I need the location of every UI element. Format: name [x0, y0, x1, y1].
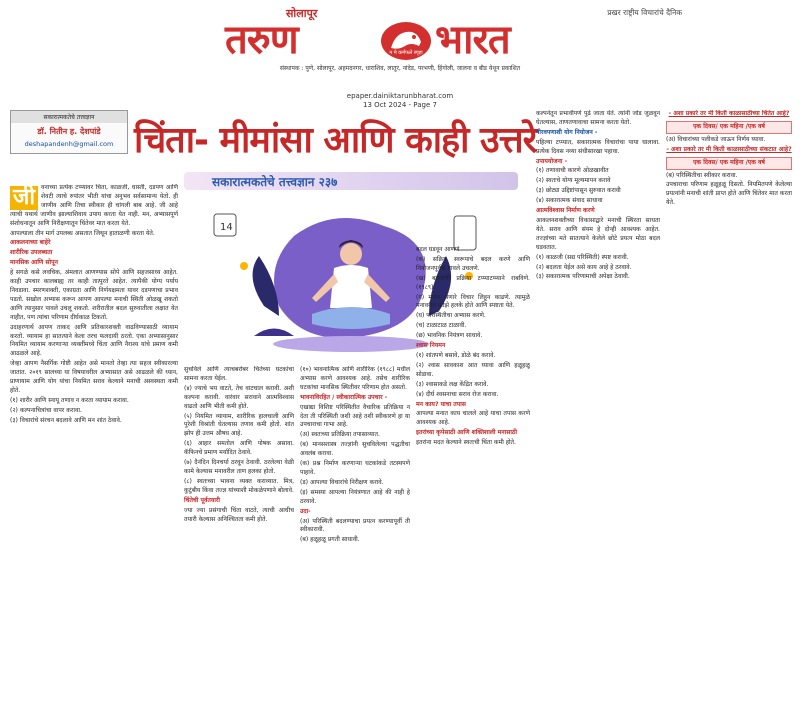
column-kicker: सकारात्मकतेचे तत्त्वज्ञान: [11, 111, 127, 123]
list-item: (३) श्वासाकडे लक्ष केंद्रित करावे.: [416, 380, 489, 388]
list-item: (क) सक्रिय स्वरूपाचे बदल करणे आणि नियोजनपूर्वक पावले उचलणे.: [416, 255, 530, 272]
subheading: आकलनाच्या बाहेरे: [10, 239, 51, 247]
list-item: (ख) बदलाची प्रक्रिया टप्प्याटप्प्याने राबविणे. (१९८९): [416, 274, 530, 291]
author-box: [10, 110, 128, 154]
list-item: (च) टाळाटाळ टाळावी.: [416, 322, 467, 330]
answer-options: एक दिवस/ एक महिना /एक वर्ष: [666, 157, 792, 170]
lion-emblem-icon: [381, 22, 431, 60]
article-headline: चिंता- मीमांसा आणि काही उत्तरे: [134, 120, 537, 161]
list-item: (३) विचारांचे संरचन बदलावे आणि मन शांत ठेवावे.: [10, 416, 122, 424]
author-email[interactable]: deshapandenh@gmail.com: [24, 140, 114, 148]
article-column-1: [10, 184, 178, 696]
subheading: इतरांच्या कृपेसाठी आणि शक्तिशाली मनासाठी: [416, 429, 518, 437]
subheading: आत्मविश्वास निर्माण करणे: [536, 207, 595, 215]
intro-text: वनाच्या प्रत्येक टप्प्यावर चिंता, काळजी, धास्ती, दडपण आणि शेवटी त्याचे रुपांतर भीती यांचा अनुभव सर्वसामान्य येतो. ही जाणीव आणि तिचा स्वीकार ही चांगली बाब आहे. जी आहे त्याची यथार्थ जाणीव झाल्याशिवाय उपाय करता येत नाही. मन, अभ्यासपूर्ण संशोधनातून आणि निरीक्षणातून चिंतेवर मात करता येते.: [10, 184, 178, 227]
article-column-3: [300, 366, 410, 696]
question-heading: - अशा प्रकारे तर मी किती काळासाठीच्या चिंतेत आहे?: [668, 110, 790, 117]
subheading: श्वास नियमन: [416, 342, 446, 350]
list-item: (ड) आपल्या विचारांचे निरीक्षण करावे.: [300, 478, 384, 486]
list-item: (छ) भावनिक नियंत्रण साधावे.: [416, 332, 483, 340]
epaper-date-page: 13 Oct 2024 - Page 7: [363, 101, 437, 109]
list-item: (१) तणावाची कारणे ओळखावीत: [536, 167, 609, 175]
article-column-4: [416, 246, 530, 696]
list-item: (अ) परिस्थिती बदलण्याचा प्रयत्न करण्यापूर्वी ती स्वीकारावी.: [300, 517, 410, 534]
paragraph: ज्या ज्या प्रसंगाची चिंता वाटते, त्याची आधीच तयारी केल्यास अनिश्चितता कमी होते.: [184, 506, 294, 523]
list-item: (क) प्रश्न निर्माण करणाऱ्या घटकांकडे तटस्थपणे पाहावे.: [300, 460, 410, 476]
paragraph: एखाद्या विशिष्ट परिस्थितीत वैचारिक प्रतिक्रिया न देता ती परिस्थिती जशी आहे तशी स्वीकारणे हा या उपचाराचा गाभा आहे.: [300, 403, 410, 429]
list-item: (इ) समस्या आपल्या नियंत्रणात आहे की नाही हे ठरवावे.: [300, 488, 410, 505]
masthead: [0, 0, 800, 86]
paragraph: कल्पनेतून प्रभावीपणे पुढे जाता येते. त्यांनी जोड जुळवून घेतल्यास, ताणतणावाचा सामना करता येतो.: [536, 110, 660, 126]
edition-list: संस्थापक : पुणे, सोलापूर, अहमदनगर, धाराशिव, लातूर, नांदेड, परभणी, हिंगोली, जालना व बीड येथून प्रकाशित: [279, 65, 521, 72]
list-item: (१) काळजी (सद्य परिस्थिती) स्पष्ट करावी.: [536, 253, 629, 261]
list-item: (२) श्वास सावकाश आत घ्यावा आणि हळूहळू सोडावा.: [416, 361, 530, 378]
article-column-2: [184, 366, 294, 696]
subheading: नीरवपणाशी योग नियोजन -: [536, 128, 598, 136]
masthead-city: सोलापूर: [286, 7, 318, 20]
emblem-motto: न मे कर्मफले स्पृहा: [389, 50, 423, 56]
list-item: (ब) मानसशास्त्र तज्ज्ञांनी सुचविलेल्या पद्धतीचा अवलंब करावा.: [300, 441, 410, 458]
subheading: शारीरिक उपलब्धता: [10, 249, 53, 257]
paragraph: हे सगळे कसे लवचिक, अंमलात आणण्यास सोपे आणि सहजसाध्य आहेत. काही उपचार कालबाह्य तर काही तात्पुरते आहेत. त्यापैकी योग्य पर्याय निवडावा. स्मरणशक्ती, एकाग्रता आणि निर्णयक्षमता यावर दडपणाचा प्रभाव पडतो. सखोल अभ्यास करून आपण आपल्या मनाची स्थिती ओळखू शकतो आणि त्यानुसार पावले उचलू शकतो. शरीरातील बदल सुरुवातीला लक्षात येत नाहीत, पण त्यांचा परिणाम दीर्घकाळ टिकतो.: [10, 269, 178, 321]
epaper-url[interactable]: epaper.dainiktarunbharat.com: [346, 92, 454, 100]
series-title: सकारात्मकतेचे तत्त्वज्ञान २३७: [212, 175, 338, 189]
article-column-5: [536, 110, 660, 696]
question-heading: - अशा प्रकारे तर मी किती काळासाठीच्या संकटात आहे?: [666, 145, 792, 153]
list-item: (ग) मनात येणारे विचार लिहून काढणे. त्यामुळे मनावरील ओझे हलके होते आणि स्पष्टता येते.: [416, 293, 530, 310]
subheading: मन काय? याचा तपास: [416, 400, 466, 408]
answer-options: एक दिवस/ एक महिना /एक वर्ष: [666, 121, 792, 134]
paragraph: आकलनशक्तीच्या विकासाद्वारे मनाची स्थिरता साधता येते. सराव आणि संयम हे दोन्ही आवश्यक आहेत. तज्ज्ञांच्या मते सातत्याने केलेले छोटे प्रयत्न मोठा बदल घडवतात.: [536, 216, 660, 251]
list-item: (घ) परिस्थितीचा अभ्यास करणे.: [416, 312, 486, 320]
list-item: (३) सकारात्मक परिणामाची अपेक्षा ठेवावी.: [536, 273, 630, 281]
paragraph: (७) दैनंदिन दिनचर्या ठरवून ठेवावी. ठरलेल्या वेळी कामे केल्यास मनावरील ताण हलका होतो.: [184, 459, 294, 475]
logo-word-tarun: तरुण: [225, 17, 298, 63]
paragraph: (४) ज्याचे भय वाटते, तेच वाटचाल करावी. अशी कल्पना करावी. वारंवार सरावाने आत्मविश्वास वाढतो आणि भीती कमी होते.: [184, 384, 294, 410]
list-item: (ब) हळूहळू प्रगती साधावी.: [300, 536, 360, 544]
paragraph: जेव्हा आपण नैसर्गिक गोष्टी आहेत असे मानतो तेव्हा त्या सहज स्वीकारल्या जातात. २०१९ सालच्या या विषयावरील अभ्यासात असे आढळले की ध्यान, प्राणायाम आणि योग यांचा नियमित सराव केल्याने मनाची अस्वस्थता कमी होते.: [10, 360, 178, 394]
paragraph: (५) नियमित व्यायाम, शारीरिक हालचाली आणि पुरेशी विश्रांती घेतल्यास तणाव कमी होतो. शांत झोप ही उत्तम औषध आहे.: [184, 412, 294, 438]
series-banner: [184, 166, 518, 194]
paragraph: (१०) भावनात्मिक आणि शारीरिक (१९८८) मधील अभ्यास करणे आवश्यक आहे. तसेच शारीरिक घटकांचा मानसिक स्थितीवर परिणाम होत असतो.: [300, 366, 410, 391]
masthead-tagline: प्रखर राष्ट्रीय विचारांचे दैनिक: [607, 8, 682, 17]
paragraph: उदाहरणार्थ आपण ताकद आणि प्रतिकारशक्ती वाढविण्यासाठी व्यायाम करतो. व्यायाम हा सातत्याने केला तरच फलदायी ठरतो. एका अभ्यासानुसार नियमित व्यायाम करणाऱ्या व्यक्तींमध्ये चिंता आणि नैराश्य यांचे प्रमाण कमी आढळले आहे.: [10, 323, 178, 358]
list-item: (२) स्वतःचे योग्य मूल्यमापन करावे: [536, 177, 611, 185]
author-name: डॉ. नितीन ह. देशपांडे: [37, 127, 101, 136]
subheading: उदा-: [300, 507, 311, 515]
list-item: (४) सकारात्मक संवाद साधावा: [536, 197, 603, 205]
paragraph: उपचाराचा परिणाम हळूहळू दिसतो. नियमितपणे केलेल्या प्रयत्नांनी मनाची शांती प्राप्त होते आणि चिंतेवर मात करता येते.: [666, 181, 792, 207]
paragraph: पहिल्या टप्प्यात, सकारात्मक विचारांचा पाया घालावा. प्रत्येक दिवस नव्या संधीसारखा पहावा.: [536, 138, 660, 155]
list-item: (ब) परिस्थितीचा स्वीकार करावा.: [666, 171, 738, 179]
paragraph: इतरांना मदत केल्याने स्वतःची चिंता कमी होते.: [416, 439, 516, 447]
list-item: (अ) विचारांच्या पलीकडे जाऊन निर्णय घ्यावा.: [666, 135, 766, 143]
epaper-info: [0, 92, 800, 110]
dropcap: जी: [10, 186, 38, 210]
paragraph: आपल्याला तीन मार्ग उपलब्ध असतात जिथून हाताळणी करता येते.: [10, 229, 155, 237]
svg-text:14: 14: [220, 222, 233, 233]
subheading: चिंतेची पूर्वतयारी: [184, 496, 220, 504]
subheading: उपाययोजना -: [536, 157, 568, 165]
article-column-6: [666, 110, 792, 696]
list-item: (अ) स्वतःच्या प्रतिक्रिया तपासाव्यात.: [300, 431, 380, 439]
paragraph: (६) आहार समतोल आणि पोषक असावा. कॅफिनचे प्रमाण मर्यादित ठेवावे.: [184, 440, 294, 457]
paragraph: बदल घडवून आणणे: [416, 246, 460, 253]
list-item: (४) दीर्घ श्वसनाचा सराव रोज करावा.: [416, 390, 499, 398]
list-item: (१) शारीर आणि स्नायू तणाव न करता व्यायाम करावा.: [10, 396, 129, 404]
paragraph: (८) स्वतःच्या भावना व्यक्त कराव्यात. मित्र, कुटुंबीय किंवा तज्ज्ञ यांच्याशी मोकळेपणाने बोलावे.: [184, 477, 294, 494]
intro-paragraph: [10, 184, 178, 229]
subheading: भावनाविरहित / स्वीकारात्मिक उपचार -: [300, 393, 388, 401]
list-item: (३) छोट्या उद्दिष्टांपासून सुरुवात करावी: [536, 187, 621, 195]
logo-word-bharat: भारत: [435, 17, 510, 63]
list-item: (२) कल्पनाचित्रांचा वापर करावा.: [10, 406, 82, 414]
paragraph: आपल्या मनात काय चालले आहे याचा तपास करणे आवश्यक आहे.: [416, 410, 530, 427]
list-item: (२) बदलता येईल असे काय आहे हे ठरवावे.: [536, 263, 632, 271]
list-item: (१) शांतपणे बसावे, डोळे बंद करावे.: [416, 351, 496, 359]
paragraph: सुचविले आणि त्याचबरोबर चिंतेच्या घटकांचा सामना करता येईल.: [184, 366, 294, 382]
newspaper-logo[interactable]: [205, 18, 595, 62]
subheading: मानसिक आणि सोपून: [10, 259, 58, 267]
